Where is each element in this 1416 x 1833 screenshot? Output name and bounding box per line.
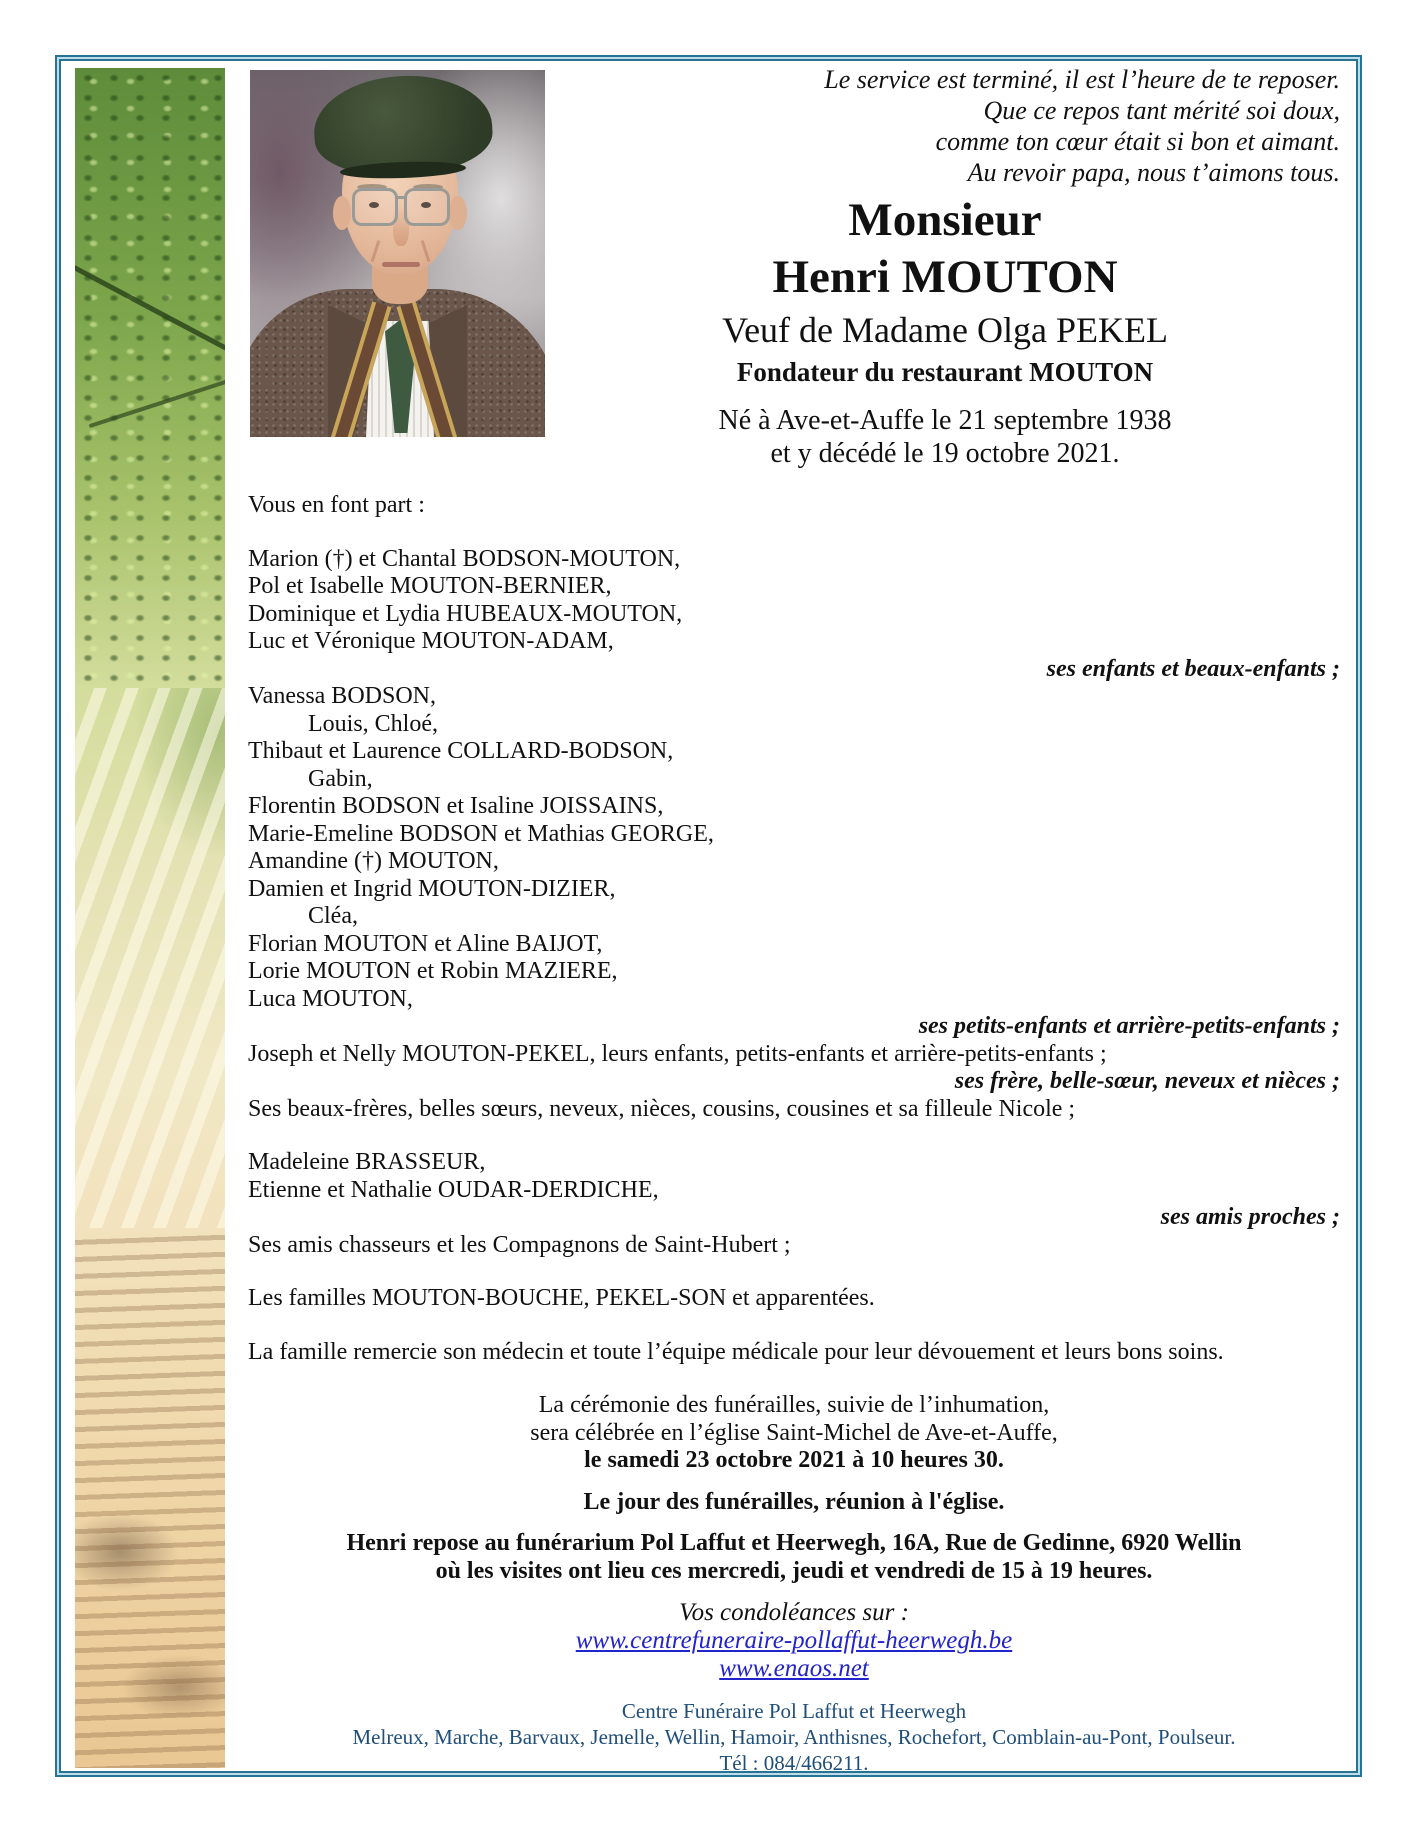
repose-line: Henri repose au funérarium Pol Laffut et Heerwegh, 16A, Rue de Gedinne, 6920 Wellin <box>346 1530 1242 1556</box>
grandchildren-line: Florentin BODSON et Isaline JOISSAINS, <box>248 793 664 819</box>
condolences-link-2 <box>248 1655 1340 1684</box>
funeral-home-cities: Melreux, Marche, Barvaux, Jemelle, Wellin, Hamoir, Anthisnes, Rochefort, Comblain-au-Pont, Poulseur. <box>352 1724 1236 1749</box>
repose-line: où les visites ont lieu ces mercredi, jeudi et vendredi de 15 à 19 heures. <box>435 1557 1153 1584</box>
epigraph <box>545 64 1340 188</box>
epigraph-line: Le service est terminé, il est l’heure de te reposer. <box>824 65 1340 94</box>
portrait-ear <box>449 196 467 230</box>
glasses-bridge <box>395 196 407 199</box>
condolences-label: Vos condoléances sur : <box>679 1599 909 1626</box>
repose-block <box>248 1530 1340 1585</box>
children-caption: ses enfants et beaux-enfants ; <box>1046 655 1340 682</box>
condolences-link-1 <box>248 1627 1340 1656</box>
funeral-home-phone: Tél : 084/466211. <box>719 1750 869 1775</box>
sun-rays <box>75 688 225 1228</box>
friends-list <box>248 1149 1340 1204</box>
portrait-mouth <box>382 262 420 267</box>
forest-foliage <box>75 68 225 688</box>
announcement-body <box>248 492 1340 1776</box>
ceremony-block <box>248 1392 1340 1776</box>
grandchildren-line: Louis, Chloé, <box>308 710 438 737</box>
announcement-intro: Vous en font part : <box>248 492 425 518</box>
portrait-glasses <box>352 188 450 228</box>
funeral-home-name: Centre Funéraire Pol Laffut et Heerwegh <box>621 1698 967 1723</box>
ceremony-line: sera célébrée en l’église Saint-Michel de Ave-et-Auffe, <box>530 1419 1058 1446</box>
children-line: Luc et Véronique MOUTON-ADAM, <box>248 628 614 654</box>
deceased-widower-line: Veuf de Madame Olga PEKEL <box>722 310 1168 350</box>
hunters-line: Ses amis chasseurs et les Compagnons de Saint-Hubert ; <box>248 1231 791 1258</box>
friends-line: Etienne et Nathalie OUDAR-DERDICHE, <box>248 1176 659 1203</box>
grandchildren-line: Cléa, <box>308 903 358 929</box>
ceremony-date-line: le samedi 23 octobre 2021 à 10 heures 30. <box>584 1447 1004 1473</box>
children-line: Dominique et Lydia HUBEAUX-MOUTON, <box>248 600 683 627</box>
deceased-role: Fondateur du restaurant MOUTON <box>736 357 1154 387</box>
epigraph-line: comme ton cœur était si bon et aimant. <box>935 127 1340 156</box>
deceased-header <box>545 192 1345 470</box>
forest-path-photo <box>75 68 225 1768</box>
meeting-line: Le jour des funérailles, réunion à l'église. <box>583 1488 1005 1515</box>
friends-caption: ses amis proches ; <box>1160 1204 1340 1230</box>
enaos-website-link[interactable]: www.enaos.net <box>719 1655 869 1682</box>
thanks-line: La famille remercie son médecin et toute l’équipe médicale pour leur dévouement et leurs bons soins. <box>248 1338 1224 1365</box>
children-list <box>248 546 1340 656</box>
grandchildren-list <box>248 683 1340 1013</box>
friends-line: Madeleine BRASSEUR, <box>248 1149 486 1175</box>
epigraph-line: Que ce repos tant mérité soi doux, <box>983 96 1340 125</box>
glasses-lens <box>404 188 450 226</box>
grandchildren-line: Vanessa BODSON, <box>248 683 436 709</box>
deceased-died-line: et y décédé le 19 octobre 2021. <box>770 438 1120 469</box>
portrait-ear <box>333 196 351 230</box>
portrait-photo <box>250 70 545 437</box>
sibling-caption: ses frère, belle-sœur, neveux et nièces ; <box>954 1068 1340 1094</box>
funeral-home-website-link[interactable]: www.centrefuneraire-pollaffut-heerwegh.be <box>575 1626 1013 1654</box>
deceased-honorific: Monsieur <box>848 194 1042 246</box>
deceased-name: Henri MOUTON <box>772 251 1118 303</box>
grandchildren-line: Thibaut et Laurence COLLARD-BODSON, <box>248 738 674 764</box>
sandy-path <box>75 1228 225 1768</box>
families-line: Les familles MOUTON-BOUCHE, PEKEL-SON et apparentées. <box>248 1285 875 1311</box>
funeral-home-footer <box>248 1698 1340 1776</box>
grandchildren-line: Luca MOUTON, <box>248 985 413 1012</box>
deceased-born-line: Né à Ave-et-Auffe le 21 septembre 1938 <box>718 405 1172 436</box>
grandchildren-line: Damien et Ingrid MOUTON-DIZIER, <box>248 875 616 902</box>
grandchildren-line: Gabin, <box>308 765 373 792</box>
glasses-lens <box>352 188 398 226</box>
grandchildren-line: Amandine (†) MOUTON, <box>248 848 499 874</box>
grandchildren-line: Marie-Emeline BODSON et Mathias GEORGE, <box>248 820 714 847</box>
children-line: Pol et Isabelle MOUTON-BERNIER, <box>248 573 612 599</box>
children-line: Marion (†) et Chantal BODSON-MOUTON, <box>248 545 681 572</box>
grandchildren-caption: ses petits-enfants et arrière-petits-enfants ; <box>918 1013 1340 1039</box>
grandchildren-line: Florian MOUTON et Aline BAIJOT, <box>248 930 603 957</box>
grandchildren-line: Lorie MOUTON et Robin MAZIERE, <box>248 958 618 984</box>
epigraph-line: Au revoir papa, nous t’aimons tous. <box>967 158 1340 187</box>
deceased-dates <box>545 404 1345 470</box>
inlaws-line: Ses beaux-frères, belles sœurs, neveux, nièces, cousins, cousines et sa filleule Nicole ; <box>248 1095 1076 1122</box>
sibling-line: Joseph et Nelly MOUTON-PEKEL, leurs enfants, petits-enfants et arrière-petits-enfants ; <box>248 1040 1107 1067</box>
ceremony-line: La cérémonie des funérailles, suivie de l’inhumation, <box>538 1392 1050 1418</box>
